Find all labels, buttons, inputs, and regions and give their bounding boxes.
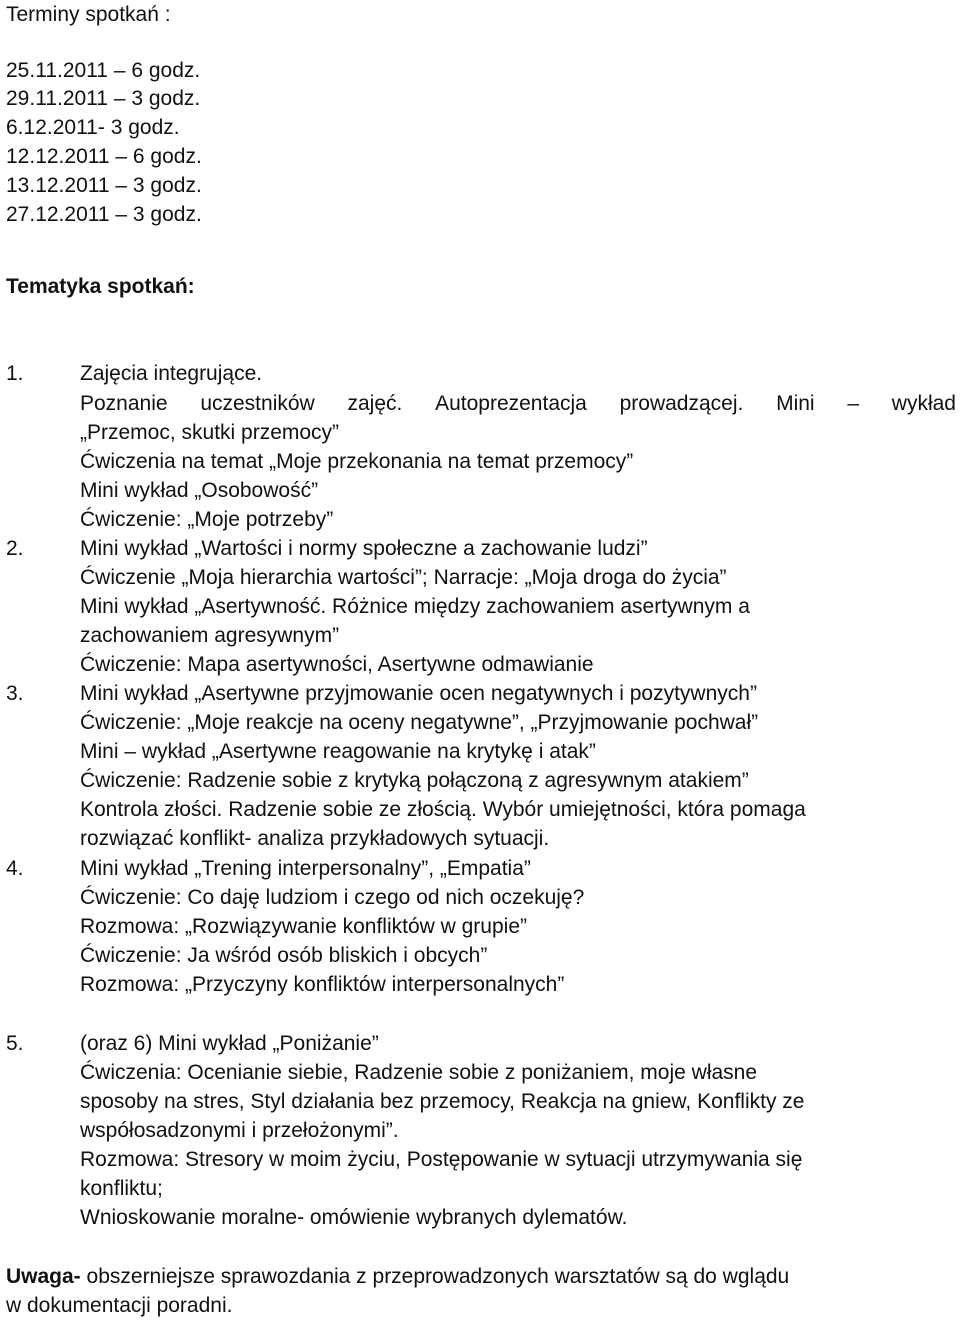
item-line: Mini wykład „Asertywność. Różnice między zachowaniem asertywnym a <box>80 595 750 618</box>
item-line: rozwiązać konflikt- analiza przykładowych sytuacji. <box>80 827 550 850</box>
item-line: konfliktu; <box>80 1177 163 1200</box>
item-line: Mini wykład „Wartości i normy społeczne a zachowanie ludzi” <box>80 537 648 560</box>
item-number: 1. <box>6 362 24 385</box>
item-line: Mini – wykład „Asertywne reagowanie na krytykę i atak” <box>80 740 596 763</box>
item-line: Ćwiczenia: Ocenianie siebie, Radzenie sobie z poniżaniem, moje własne <box>80 1061 758 1084</box>
word: Autoprezentacja <box>435 392 587 415</box>
item-line: współosadzonymi i przełożonymi”. <box>80 1119 399 1142</box>
item-line: Mini wykład „Asertywne przyjmowanie ocen negatywnych i pozytywnych” <box>80 682 757 705</box>
item-line: Mini wykład „Osobowość” <box>80 479 319 502</box>
item-number: 3. <box>6 682 24 705</box>
note-line <box>6 1262 789 1291</box>
item-line: Ćwiczenie: „Moje reakcje na oceny negatywne”, „Przyjmowanie pochwał” <box>80 711 759 734</box>
item-line: Ćwiczenia na temat „Moje przekonania na temat przemocy” <box>80 450 634 473</box>
item-line: Rozmowa: „Rozwiązywanie konfliktów w grupie” <box>80 915 527 938</box>
item-line: sposoby na stres, Styl działania bez przemocy, Reakcja na gniew, Konflikty ze <box>80 1090 805 1113</box>
note-text: obszerniejsze sprawozdania z przeprowadzonych warsztatów są do wglądu <box>86 1265 790 1288</box>
word: – <box>847 392 860 415</box>
item-line: Mini wykład „Trening interpersonalny”, „Empatia” <box>80 857 531 880</box>
item-line: „Przemoc, skutki przemocy” <box>80 421 340 444</box>
date-line: 27.12.2011 – 3 godz. <box>6 203 202 226</box>
item-line-justified <box>80 389 956 418</box>
date-line: 12.12.2011 – 6 godz. <box>6 145 202 168</box>
date-line: 29.11.2011 – 3 godz. <box>6 87 201 110</box>
topics-heading: Tematyka spotkań: <box>6 275 195 298</box>
item-line: Kontrola złości. Radzenie sobie ze złością. Wybór umiejętności, która pomaga <box>80 798 806 821</box>
word: wykład <box>891 392 956 415</box>
word: zajęć. <box>347 392 403 415</box>
item-line: Rozmowa: „Przyczyny konfliktów interpersonalnych” <box>80 973 565 996</box>
item-line: Ćwiczenie: Co daję ludziom i czego od nich oczekuję? <box>80 886 585 909</box>
item-line: zachowaniem agresywnym” <box>80 624 340 647</box>
dates-heading: Terminy spotkań : <box>6 3 171 26</box>
item-line: Ćwiczenie: Mapa asertywności, Asertywne odmawianie <box>80 653 594 676</box>
item-line: Ćwiczenie: Ja wśród osób bliskich i obcych” <box>80 944 488 967</box>
item-line: Ćwiczenie: Radzenie sobie z krytyką połączoną z agresywnym atakiem” <box>80 769 749 792</box>
date-line: 25.11.2011 – 6 godz. <box>6 59 201 82</box>
item-number: 2. <box>6 537 24 560</box>
word: uczestników <box>200 392 315 415</box>
item-number: 4. <box>6 857 24 880</box>
item-line: Zajęcia integrujące. <box>80 362 263 385</box>
word: Mini <box>776 392 815 415</box>
note-line: w dokumentacji poradni. <box>6 1294 233 1317</box>
item-line: Rozmowa: Stresory w moim życiu, Postępowanie w sytuacji utrzymywania się <box>80 1148 803 1171</box>
word: prowadzącej. <box>619 392 744 415</box>
item-line: Ćwiczenie „Moja hierarchia wartości”; Narracje: „Moja droga do życia” <box>80 566 727 589</box>
item-line: Ćwiczenie: „Moje potrzeby” <box>80 508 334 531</box>
date-line: 13.12.2011 – 3 godz. <box>6 174 202 197</box>
item-line: Wnioskowanie moralne- omówienie wybranych dylematów. <box>80 1206 628 1229</box>
note-label: Uwaga- <box>6 1265 81 1288</box>
item-number: 5. <box>6 1032 24 1055</box>
item-line: (oraz 6) Mini wykład „Poniżanie” <box>80 1032 379 1055</box>
word: Poznanie <box>80 392 168 415</box>
date-line: 6.12.2011- 3 godz. <box>6 116 180 139</box>
